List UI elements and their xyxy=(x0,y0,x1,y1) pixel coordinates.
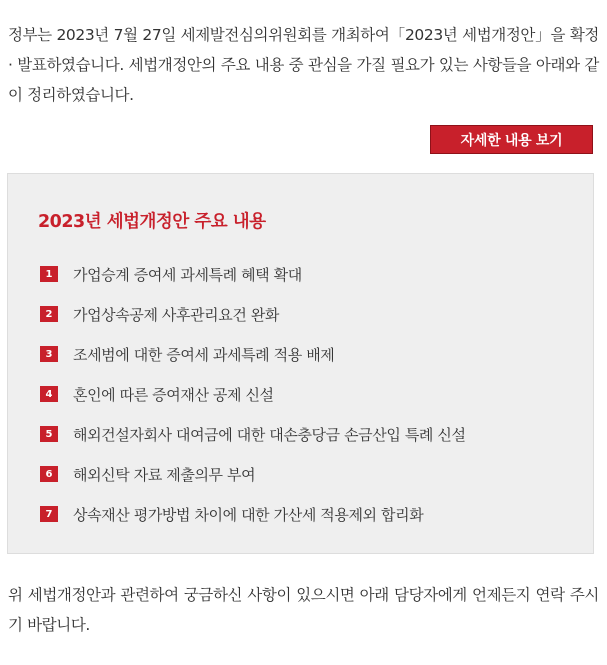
list-item xyxy=(40,374,466,414)
item-text: 가업승계 증여세 과세특례 혜택 확대 xyxy=(73,265,302,284)
item-number-badge: 5 xyxy=(40,426,58,442)
list-item xyxy=(40,294,466,334)
item-text: 혼인에 따른 증여재산 공제 신설 xyxy=(73,385,274,404)
item-number-badge: 3 xyxy=(40,346,58,362)
list-item xyxy=(40,454,466,494)
outro-paragraph: 위 세법개정안과 관련하여 궁금하신 사항이 있으시면 아래 담당자에게 언제든지 연락 주시기 바랍니다. xyxy=(8,586,599,634)
item-text: 해외건설자회사 대여금에 대한 대손충당금 손금산입 특례 신설 xyxy=(73,425,466,444)
item-text: 해외신탁 자료 제출의무 부여 xyxy=(73,465,256,484)
summary-box xyxy=(7,173,594,554)
item-number-badge: 2 xyxy=(40,306,58,322)
list-item xyxy=(40,254,466,294)
list-item xyxy=(40,334,466,374)
list-item xyxy=(40,494,466,534)
item-number-badge: 6 xyxy=(40,466,58,482)
item-number-badge: 4 xyxy=(40,386,58,402)
item-number-badge: 1 xyxy=(40,266,58,282)
list-item xyxy=(40,414,466,454)
item-number-badge: 7 xyxy=(40,506,58,522)
summary-list xyxy=(40,254,466,534)
item-text: 조세범에 대한 증여세 과세특례 적용 배제 xyxy=(73,345,335,364)
intro-paragraph: 정부는 2023년 7월 27일 세제발전심의위원회를 개최하여「2023년 세법개정안」을 확정 · 발표하였습니다. 세법개정안의 주요 내용 중 관심을 가질 필요가 있는 사항들을 아래와 같이 정리하였습니다. xyxy=(8,26,599,104)
summary-title: 2023년 세법개정안 주요 내용 xyxy=(38,212,266,232)
view-details-button[interactable]: 자세한 내용 보기 xyxy=(430,125,593,154)
item-text: 상속재산 평가방법 차이에 대한 가산세 적용제외 합리화 xyxy=(73,505,424,524)
item-text: 가업상속공제 사후관리요건 완화 xyxy=(73,305,279,324)
